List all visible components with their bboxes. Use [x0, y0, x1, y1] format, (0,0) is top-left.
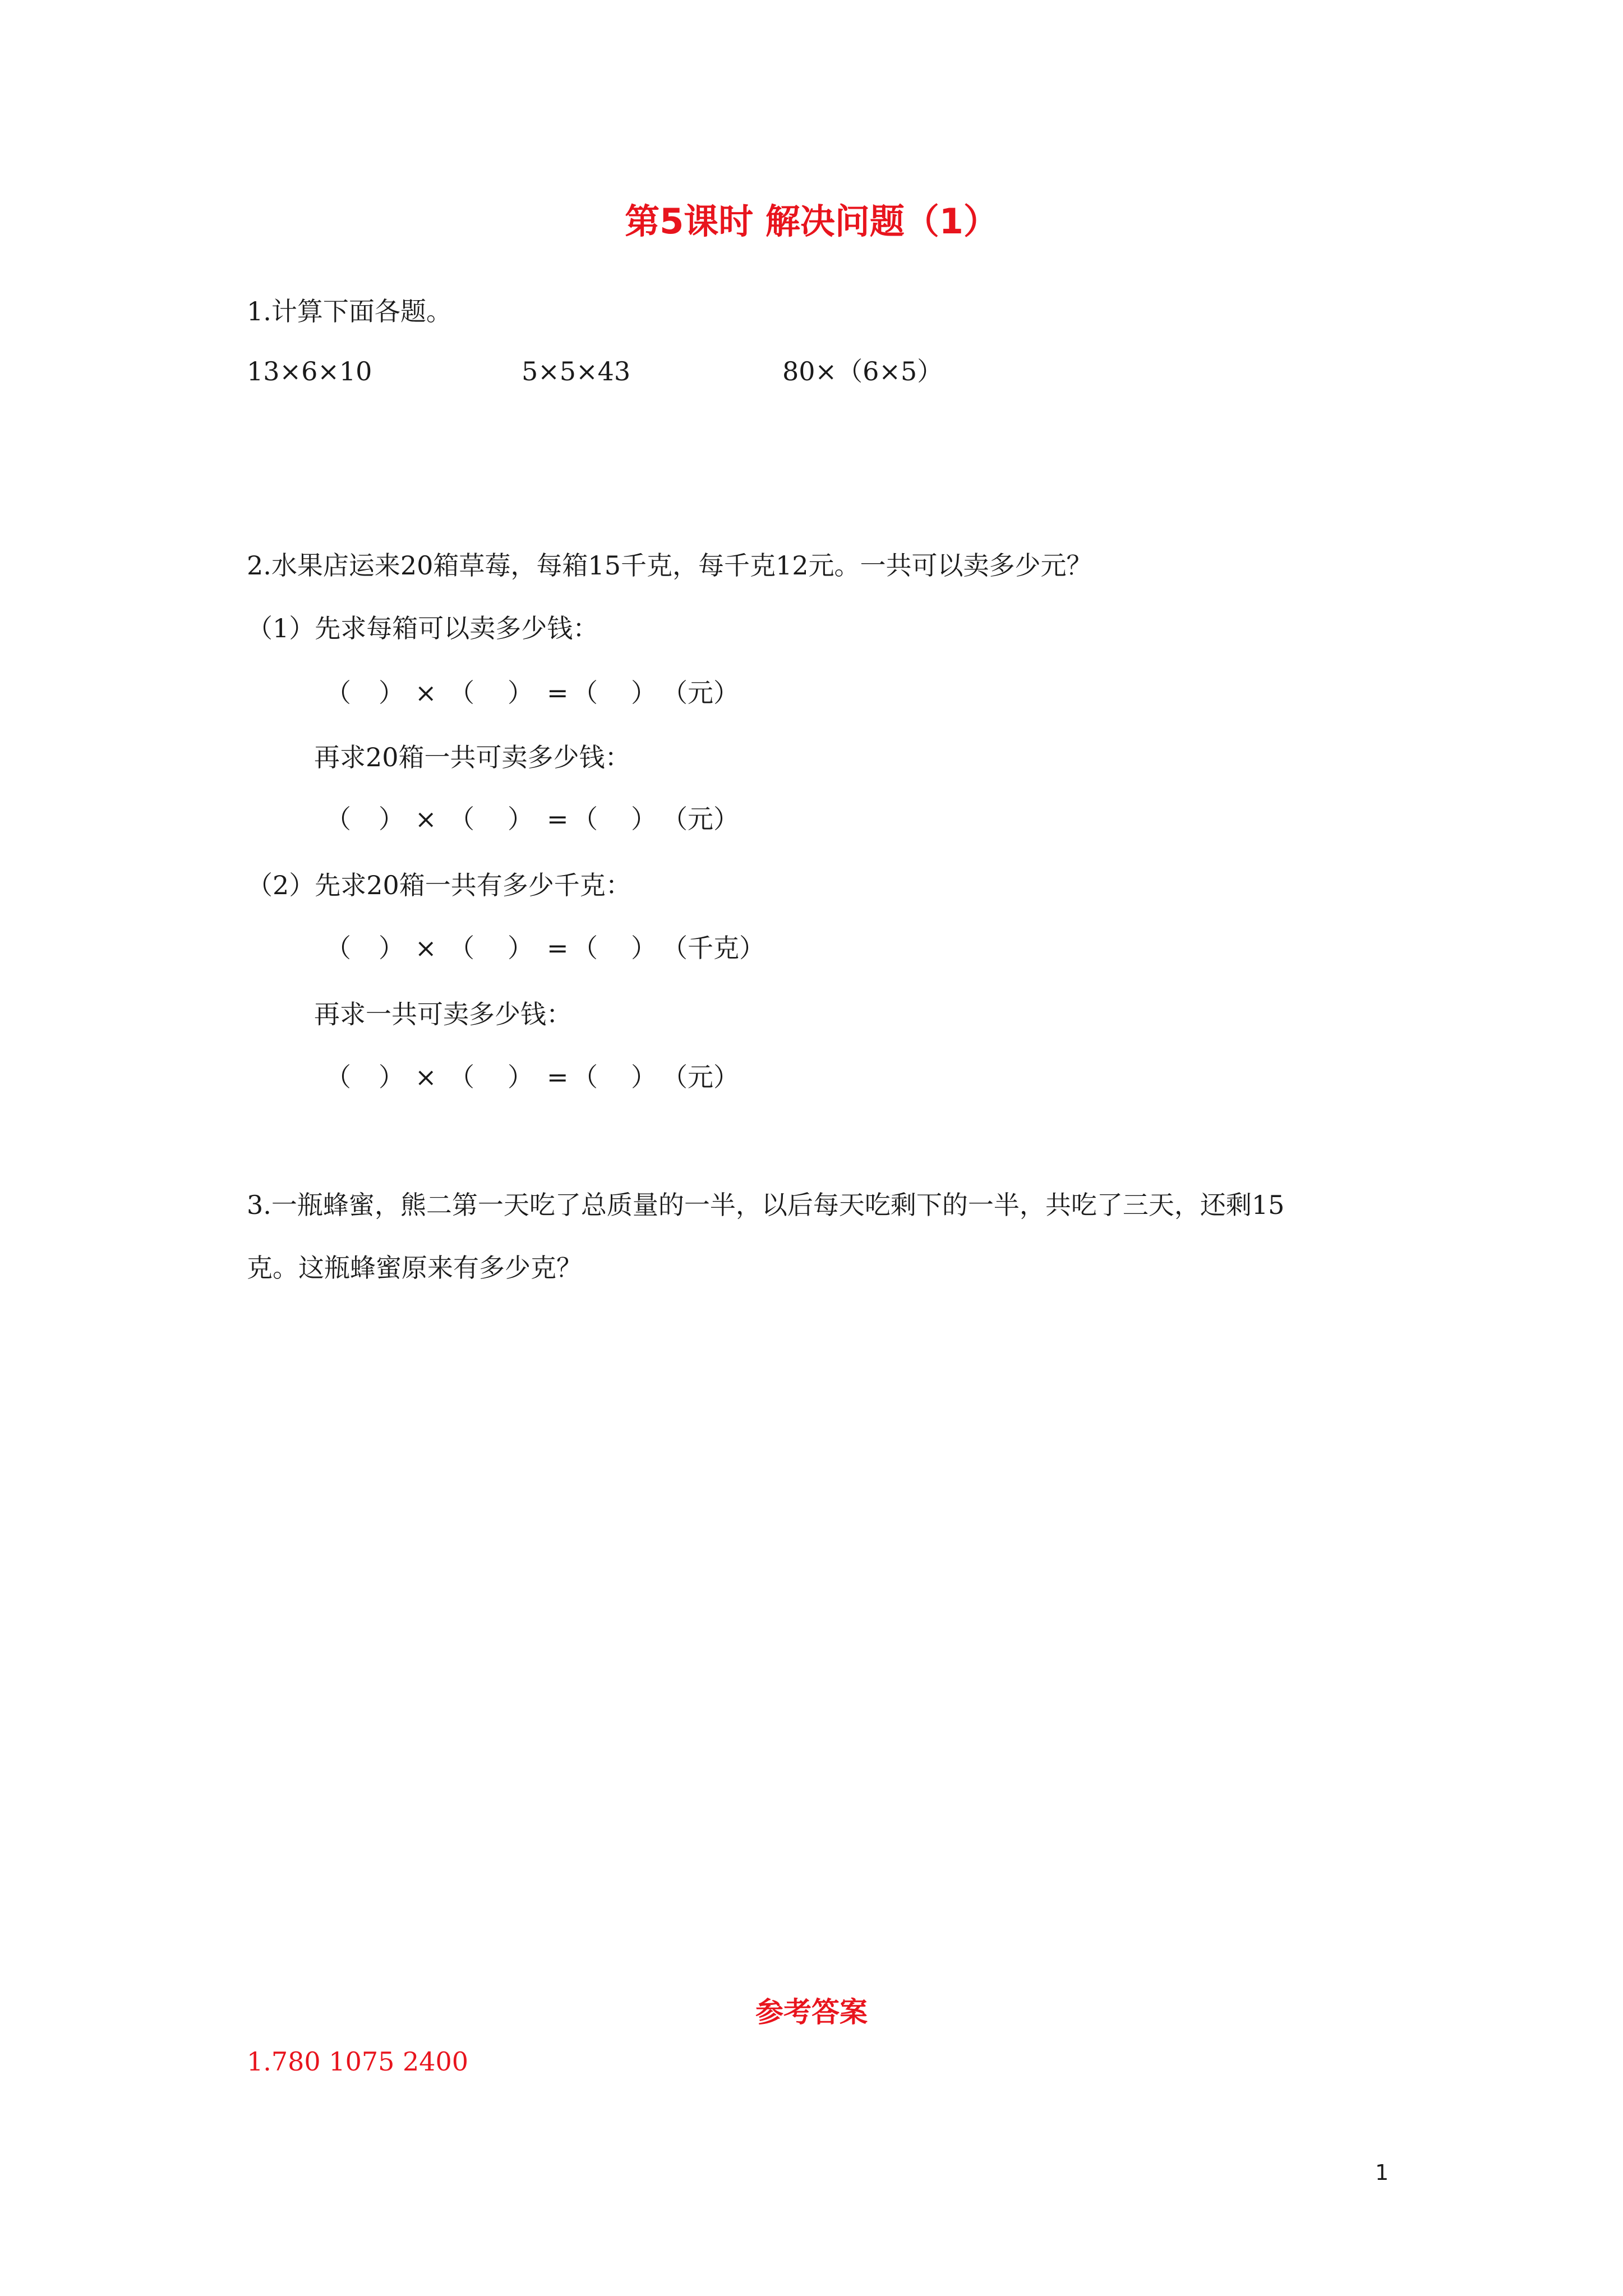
equals-sign: = [547, 1062, 569, 1092]
equals-sign: = [547, 933, 569, 963]
blank-close: ） [631, 933, 657, 963]
blank-close: ） [508, 804, 533, 834]
blank-open: （ [325, 933, 351, 963]
blank-close: ） [379, 933, 404, 963]
unit-label: （千克） [662, 933, 765, 963]
unit-label: （元） [662, 1062, 739, 1092]
times-sign: × [415, 1062, 437, 1092]
question-1-expr-1: 13×6×10 [247, 356, 372, 386]
blank-open: （ [449, 678, 474, 708]
blank-close: ） [379, 1062, 404, 1092]
question-3-line-1: 3.一瓶蜂蜜，熊二第一天吃了总质量的一半，以后每天吃剩下的一半，共吃了三天，还剩15 [247, 1190, 1285, 1220]
times-sign: × [415, 678, 437, 708]
blank-open: （ [325, 1062, 351, 1092]
equals-sign: = [547, 678, 569, 708]
question-2-part-1-next: 再求20箱一共可卖多少钱： [314, 742, 631, 772]
question-2-part-1-label: （1）先求每箱可以卖多少钱： [247, 613, 599, 643]
question-1-expr-3: 80×（6×5） [782, 356, 943, 386]
equals-sign: = [547, 804, 569, 834]
question-3-line-2: 克。这瓶蜂蜜原来有多少克？ [247, 1253, 582, 1283]
blank-close: ） [379, 804, 404, 834]
times-sign: × [415, 804, 437, 834]
blank-open: （ [572, 804, 598, 834]
question-1-expr-2: 5×5×43 [522, 356, 631, 386]
answers-title: 参考答案 [755, 1996, 868, 2028]
blank-open: （ [572, 1062, 598, 1092]
blank-open: （ [449, 1062, 474, 1092]
question-2-stem: 2.水果店运来20箱草莓，每箱15千克，每千克12元。一共可以卖多少元？ [247, 550, 1092, 581]
unit-label: （元） [662, 804, 739, 834]
times-sign: × [415, 933, 437, 963]
blank-close: ） [631, 678, 657, 708]
blank-open: （ [572, 678, 598, 708]
blank-close: ） [379, 678, 404, 708]
answers-line-1: 1.780 1075 2400 [247, 2046, 469, 2077]
blank-open: （ [572, 933, 598, 963]
blank-close: ） [508, 678, 533, 708]
blank-open: （ [449, 804, 474, 834]
question-2-part-2-label: （2）先求20箱一共有多少千克： [247, 870, 631, 900]
blank-close: ） [508, 933, 533, 963]
question-2-part-2-next: 再求一共可卖多少钱： [314, 999, 572, 1029]
page-title: 第5课时 解决问题（1） [625, 201, 998, 242]
blank-close: ） [631, 1062, 657, 1092]
page-number: 1 [1375, 2160, 1389, 2185]
unit-label: （元） [662, 678, 739, 708]
blank-open: （ [449, 933, 474, 963]
blank-open: （ [325, 678, 351, 708]
blank-open: （ [325, 804, 351, 834]
question-1-stem: 1.计算下面各题。 [247, 296, 452, 326]
blank-close: ） [508, 1062, 533, 1092]
blank-close: ） [631, 804, 657, 834]
